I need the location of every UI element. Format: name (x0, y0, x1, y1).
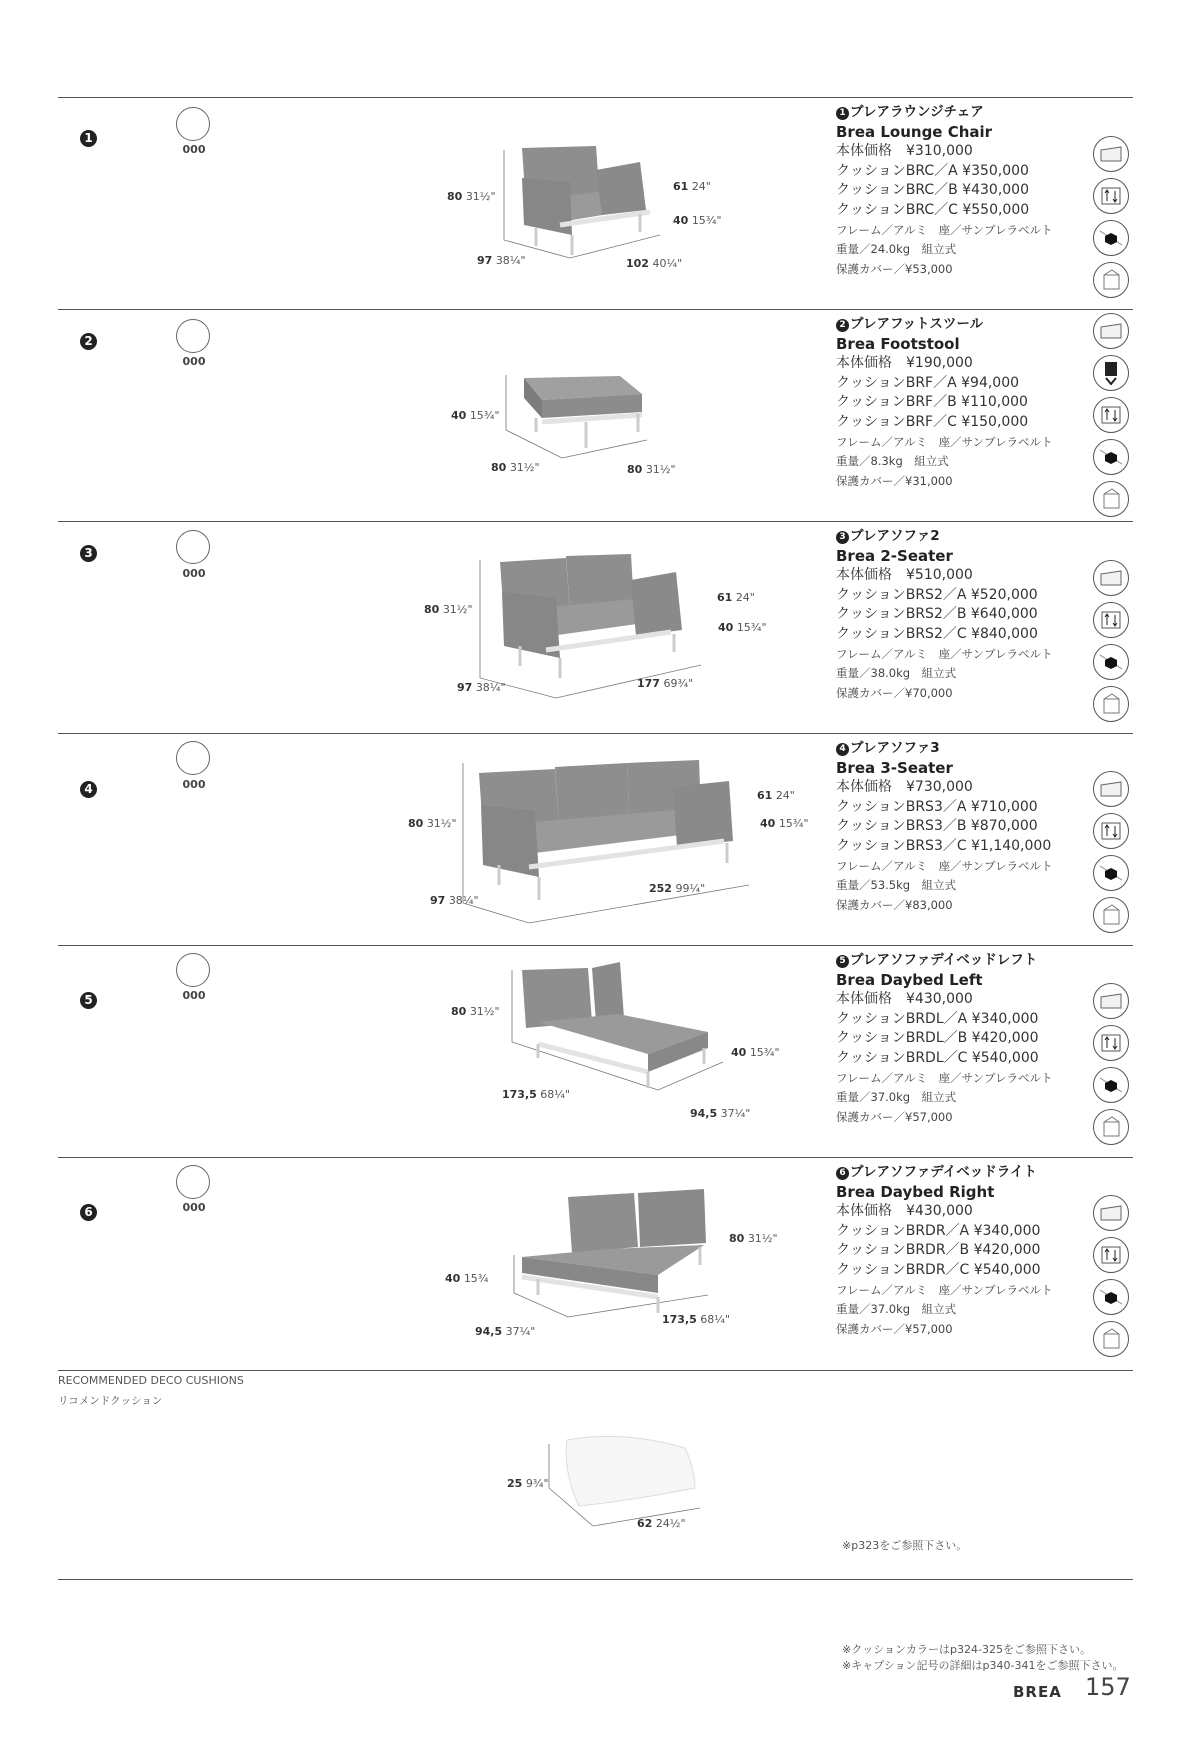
swatch-code: 000 (182, 989, 206, 1002)
feature-icons (1093, 560, 1129, 728)
item-number: 2 (80, 333, 97, 350)
price-line: クッションBRS2／C ¥840,000 (836, 625, 1038, 642)
cover-icon (1093, 262, 1129, 298)
sofa-3-seater-image (459, 755, 759, 925)
color-swatch[interactable] (176, 741, 210, 775)
price-line: クッションBRDL／B ¥420,000 (836, 1030, 1039, 1047)
feature-icons (1093, 983, 1129, 1151)
adjust-icon (1093, 813, 1129, 849)
product-info (836, 739, 1066, 915)
divider (58, 1370, 1133, 1371)
hardware-icon (1093, 439, 1129, 475)
dimension-label: 40 15¾" (760, 817, 809, 830)
price-line: 本体価格 ¥730,000 (836, 779, 973, 796)
brand-name: BREA (1013, 1683, 1062, 1701)
dimension-label: 94,5 37¼" (690, 1107, 751, 1120)
spec-line: フレーム／アルミ 座／サンブレラベルト (836, 222, 1053, 237)
price-line: クッションBRDL／C ¥540,000 (836, 1049, 1039, 1066)
daybed-left-image (508, 960, 728, 1100)
product-name-en: Brea Lounge Chair (836, 122, 993, 141)
dimension-label: 80 31½" (451, 1005, 500, 1018)
swatch-code: 000 (182, 567, 206, 580)
divider (58, 733, 1133, 734)
item-number: 4 (80, 781, 97, 798)
dimension-label: 40 15¾" (718, 621, 767, 634)
dimension-label: 252 99¼" (649, 882, 706, 895)
adjust-icon (1093, 1025, 1129, 1061)
hardware-icon (1093, 1067, 1129, 1103)
price-line: クッションBRS2／B ¥640,000 (836, 606, 1038, 623)
dimension-label: 62 24½" (637, 1517, 686, 1530)
price-line: 本体価格 ¥430,000 (836, 1203, 973, 1220)
spec-line: 保護カバー／¥31,000 (836, 473, 953, 488)
product-name-jp: 5 ブレアソファデイベッドレフト (836, 951, 1066, 971)
product-info (836, 951, 1066, 1127)
feature-icons (1093, 313, 1129, 523)
spec-line: 保護カバー／¥83,000 (836, 897, 953, 912)
spec-line: 保護カバー／¥57,000 (836, 1321, 953, 1336)
dimension-label: 80 31½" (627, 463, 676, 476)
daybed-right-image (508, 1185, 738, 1325)
product-name-jp: 1 ブレアラウンジチェア (836, 103, 1066, 123)
spec-line: 重量／8.3kg 組立式 (836, 454, 949, 469)
table-icon (1093, 560, 1129, 596)
table-icon (1093, 983, 1129, 1019)
hardware-icon (1093, 855, 1129, 891)
table-icon (1093, 136, 1129, 172)
footstool-image (502, 370, 652, 475)
footer-note: ※クッションカラーはp324-325をご参照下さい。 (842, 1643, 1091, 1656)
divider (58, 945, 1133, 946)
divider (58, 1157, 1133, 1158)
spec-line: 重量／38.0kg 組立式 (836, 666, 957, 681)
page-number: 157 (1085, 1673, 1131, 1701)
swatch-code: 000 (182, 143, 206, 156)
adjust-icon (1093, 178, 1129, 214)
swatch-code: 000 (182, 1201, 206, 1214)
adjust-icon (1093, 1237, 1129, 1273)
dimension-label: 177 69¾" (637, 677, 694, 690)
table-icon (1093, 1195, 1129, 1231)
color-swatch[interactable] (176, 107, 210, 141)
price-line: クッションBRF／C ¥150,000 (836, 413, 1029, 430)
price-line: 本体価格 ¥310,000 (836, 143, 973, 160)
color-swatch[interactable] (176, 953, 210, 987)
spec-line: フレーム／アルミ 座／サンブレラベルト (836, 434, 1053, 449)
reference-note: ※p323をご参照下さい。 (842, 1539, 968, 1552)
feature-icons (1093, 136, 1129, 304)
cover-icon (1093, 481, 1129, 517)
table-icon (1093, 313, 1129, 349)
product-name-en: Brea 2-Seater (836, 546, 953, 565)
price-line: クッションBRDR／C ¥540,000 (836, 1261, 1041, 1278)
section-title-jp: リコメンドクッション (58, 1395, 163, 1407)
adjust-icon (1093, 397, 1129, 433)
cover-icon (1093, 1321, 1129, 1357)
section-title: RECOMMENDED DECO CUSHIONS (58, 1374, 244, 1387)
product-name-jp: 3 ブレアソファ2 (836, 527, 1066, 547)
price-line: クッションBRC／A ¥350,000 (836, 162, 1029, 179)
price-line: 本体価格 ¥510,000 (836, 567, 973, 584)
dimension-label: 40 15¾" (451, 409, 500, 422)
dimension-label: 80 31½" (424, 603, 473, 616)
table-icon (1093, 771, 1129, 807)
product-name-jp: 6 ブレアソファデイベッドライト (836, 1163, 1066, 1183)
dimension-label: 80 31½" (491, 461, 540, 474)
product-name-jp: 2 ブレアフットスツール (836, 315, 1066, 335)
color-swatch[interactable] (176, 530, 210, 564)
price-line: クッションBRC／C ¥550,000 (836, 201, 1030, 218)
divider (58, 1579, 1133, 1580)
product-name-en: Brea 3-Seater (836, 758, 953, 777)
dimension-label: 80 31½" (729, 1232, 778, 1245)
footer-note: ※キャプション記号の詳細はp340-341をご参照下さい。 (842, 1659, 1124, 1672)
dimension-label: 61 24" (757, 789, 795, 802)
product-info (836, 1163, 1066, 1339)
hardware-icon (1093, 1279, 1129, 1315)
hardware-icon (1093, 644, 1129, 680)
cover-icon (1093, 686, 1129, 722)
lounge-chair-image (500, 140, 670, 260)
dimension-label: 80 31½" (447, 190, 496, 203)
price-line: クッションBRS3／B ¥870,000 (836, 818, 1038, 835)
divider (58, 97, 1133, 98)
item-number: 6 (80, 1204, 97, 1221)
deco-cushion-image (545, 1430, 705, 1530)
spec-line: フレーム／アルミ 座／サンブレラベルト (836, 1282, 1053, 1297)
hardware-icon (1093, 220, 1129, 256)
spec-line: 重量／37.0kg 組立式 (836, 1302, 957, 1317)
dimension-label: 173,5 68¼" (502, 1088, 571, 1101)
feature-icons (1093, 771, 1129, 939)
spec-line: 重量／37.0kg 組立式 (836, 1090, 957, 1105)
price-line: 本体価格 ¥190,000 (836, 355, 973, 372)
spec-line: フレーム／アルミ 座／サンブレラベルト (836, 1070, 1053, 1085)
price-line: クッションBRS2／A ¥520,000 (836, 586, 1038, 603)
price-line: 本体価格 ¥430,000 (836, 991, 973, 1008)
dimension-label: 173,5 68¼" (662, 1313, 731, 1326)
price-line: クッションBRDR／B ¥420,000 (836, 1242, 1041, 1259)
dimension-label: 80 31½" (408, 817, 457, 830)
dimension-label: 102 40¼" (626, 257, 683, 270)
dimension-label: 40 15¾" (731, 1046, 780, 1059)
color-swatch[interactable] (176, 1165, 210, 1199)
product-info (836, 315, 1066, 491)
price-line: クッションBRDR／A ¥340,000 (836, 1222, 1041, 1239)
dimension-label: 97 38¼" (457, 681, 506, 694)
dimension-label: 94,5 37¼" (475, 1325, 536, 1338)
price-line: クッションBRDL／A ¥340,000 (836, 1010, 1039, 1027)
price-line: クッションBRS3／A ¥710,000 (836, 798, 1038, 815)
dimension-label: 40 15¾ (445, 1272, 489, 1285)
spec-line: フレーム／アルミ 座／サンブレラベルト (836, 646, 1053, 661)
dimension-label: 61 24" (673, 180, 711, 193)
spec-line: 重量／24.0kg 組立式 (836, 242, 957, 257)
item-number: 5 (80, 992, 97, 1009)
price-line: クッションBRC／B ¥430,000 (836, 182, 1029, 199)
price-line: クッションBRS3／C ¥1,140,000 (836, 837, 1052, 854)
price-line: クッションBRF／A ¥94,000 (836, 374, 1020, 391)
product-info (836, 527, 1066, 703)
product-name-en: Brea Daybed Left (836, 970, 983, 989)
color-swatch[interactable] (176, 319, 210, 353)
product-info (836, 103, 1066, 279)
divider (58, 521, 1133, 522)
dimension-label: 97 38¼" (430, 894, 479, 907)
product-name-en: Brea Daybed Right (836, 1182, 995, 1201)
product-name-en: Brea Footstool (836, 334, 960, 353)
feature-icons (1093, 1195, 1129, 1363)
spec-line: 保護カバー／¥53,000 (836, 261, 953, 276)
cover-icon (1093, 1109, 1129, 1145)
spec-line: フレーム／アルミ 座／サンブレラベルト (836, 858, 1053, 873)
swatch-code: 000 (182, 355, 206, 368)
spec-line: 重量／53.5kg 組立式 (836, 878, 957, 893)
cover-icon (1093, 897, 1129, 933)
dimension-label: 61 24" (717, 591, 755, 604)
stack-icon (1093, 355, 1129, 391)
dimension-label: 40 15¾" (673, 214, 722, 227)
price-line: クッションBRF／B ¥110,000 (836, 394, 1028, 411)
product-name-jp: 4 ブレアソファ3 (836, 739, 1066, 759)
spec-line: 保護カバー／¥57,000 (836, 1109, 953, 1124)
dimension-label: 97 38¼" (477, 254, 526, 267)
item-number: 1 (80, 130, 97, 147)
swatch-code: 000 (182, 778, 206, 791)
spec-line: 保護カバー／¥70,000 (836, 685, 953, 700)
divider (58, 309, 1133, 310)
dimension-label: 25 9¾" (507, 1477, 549, 1490)
adjust-icon (1093, 602, 1129, 638)
item-number: 3 (80, 545, 97, 562)
